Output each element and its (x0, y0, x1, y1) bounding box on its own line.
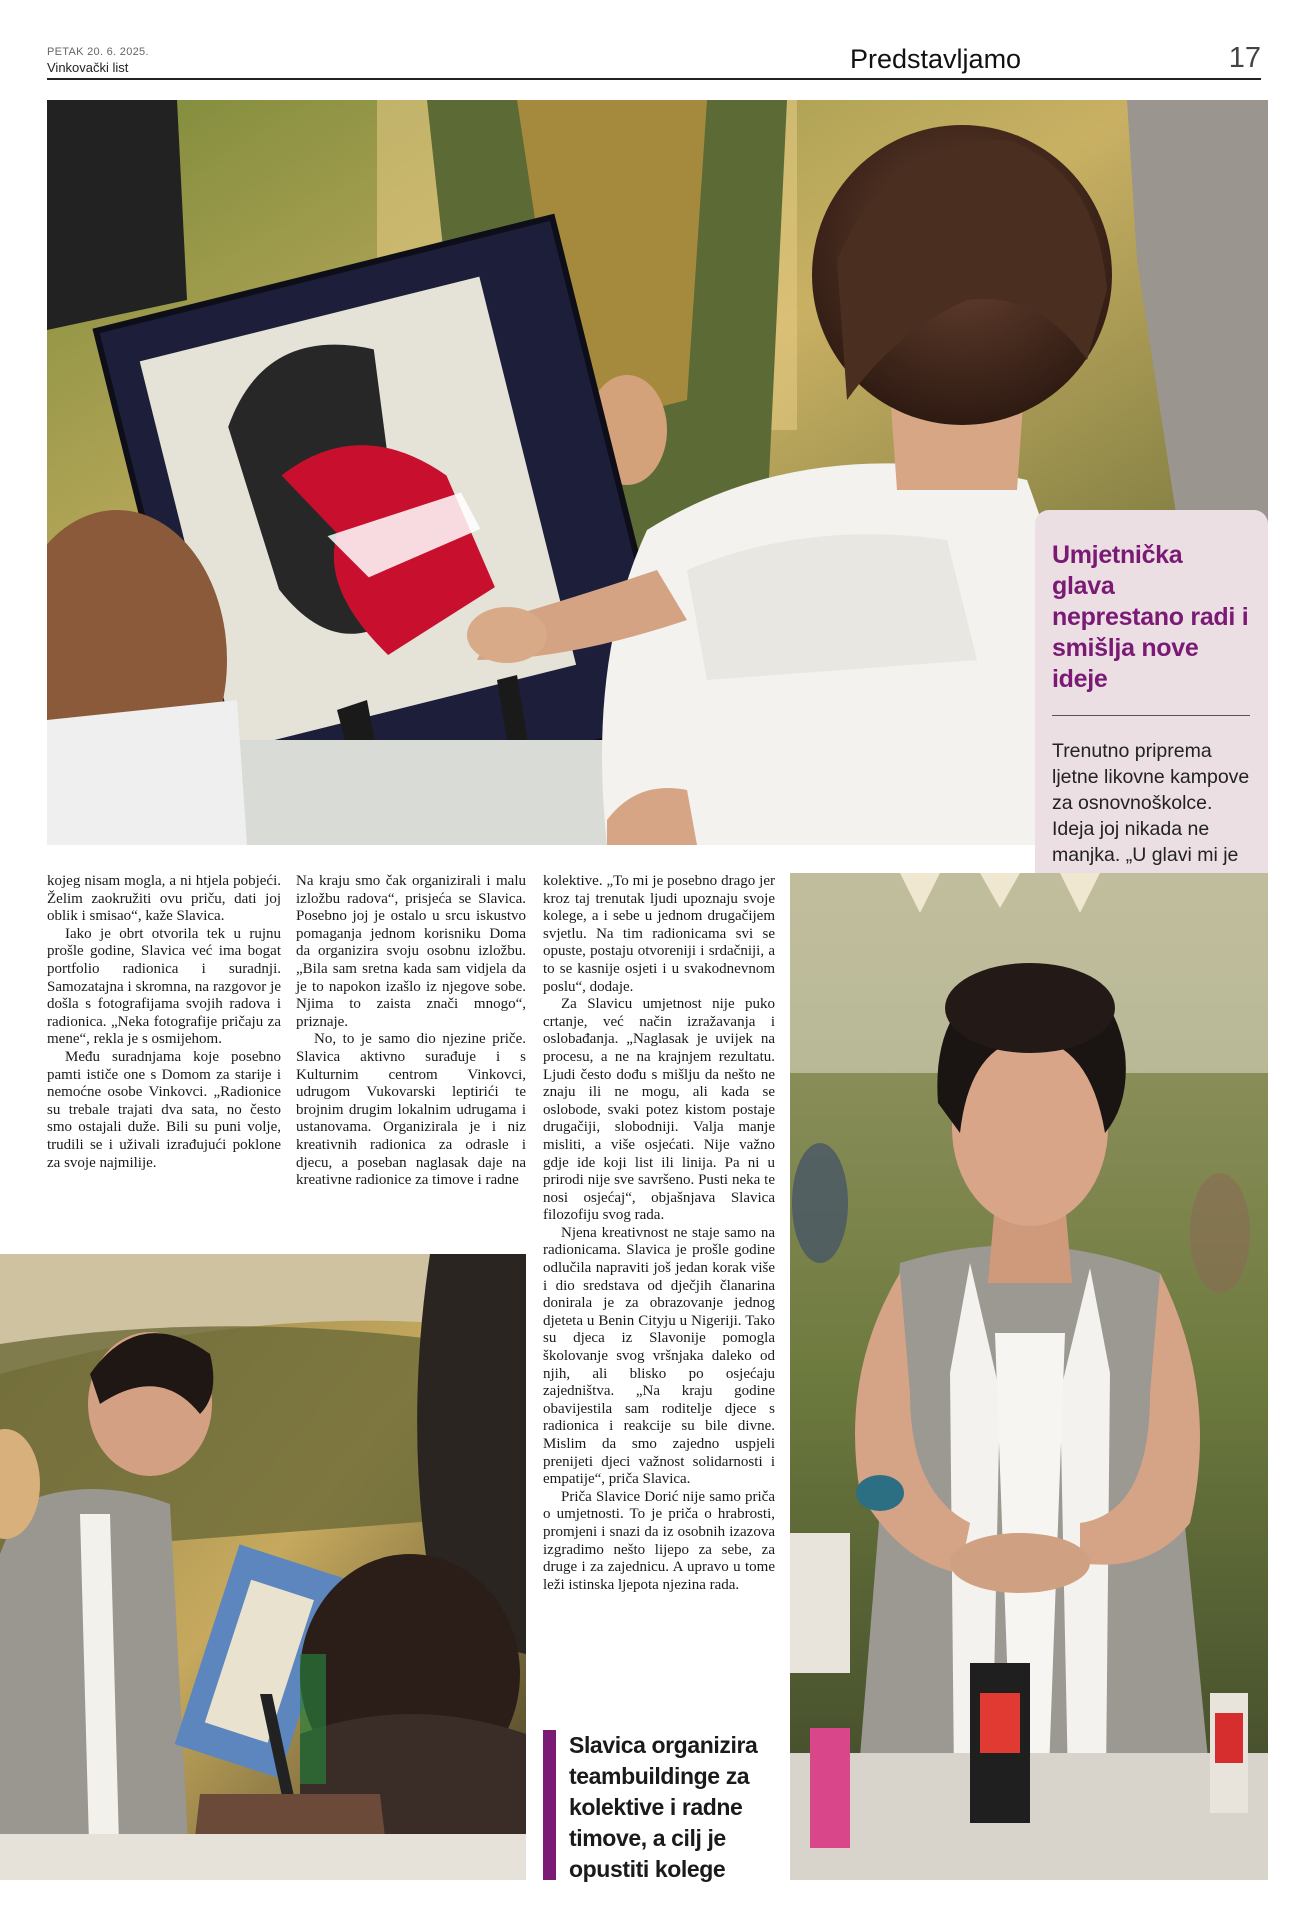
article-column-2 (296, 873, 526, 1190)
paragraph: Za Slavicu umjetnost nije puko crtanje, već način izražavanja i oslobađanja. „Naglasak je uvijek na procesu, a ne na krajnjem rezultatu. Ljudi često dođu s mišlju da nešto ne znaju ili ne mogu, ali kada se oslobode, svaki potez kistom postaje drugačiji, slobodniji. Valja manje misliti, a više osjećati. Nije važno gdje ide koji list ili linija. Pa ni u prirodi nije sve savršeno. Pusti neka te nosi osjećaj“, objašnjava Slavica filozofiju svog rada. (543, 996, 775, 1224)
photo-workshop-group (0, 1254, 526, 1880)
paragraph: Na kraju smo čak organizirali i malu izložbu radova“, prisjeća se Slavica. Posebno joj je ostalo u srcu iskustvo pomaganja jednom korisniku Doma da organizira svoju osobnu izložbu. „Bila sam sretna kada sam vidjela da je to napokon izašlo iz njegove sobe. Njima to zaista znači mnogo“, priznaje. (296, 873, 526, 1030)
sidebar-body: Trenutno priprema ljetne likovne kampove za osnovnoškolce. Ideja joj nikada ne manjka. „U glavi mi je (1052, 740, 1250, 866)
pull-quote-bar (543, 1730, 556, 1880)
paragraph: kolektive. „To mi je posebno drago jer kroz taj trenutak ljudi upoznaju svoje kolege, a i sebe u jednom drugačijem svjetlu. Na tim radionicama svi se opuste, postaju otvoreniji i srdačniji, a to se kasnije osjeti i u svakodnevnom poslu“, dodaje. (543, 873, 775, 995)
paragraph: Među suradnjama koje posebno pamti ističe one s Domom za starije i nemoćne osobe Vinkovci. „Radionice su trebale trajati dva sata, no često smo ostajali duže. Bili su puni volje, trudili se i uživali izrađujući poklone za svoje najmilije. (47, 1048, 281, 1171)
pull-quote (543, 1730, 783, 1880)
page-number: 17 (1228, 42, 1261, 74)
sidebar-title: Umjetnička glava neprestano radi i smišlja nove ideje (1052, 541, 1249, 693)
paragraph: Priča Slavice Dorić nije samo priča o umjetnosti. To je priča o hrabrosti, promjeni i snazi da iz osobnih izazova izgradimo nešto lijepo za sebe, za druge i za zajednicu. A upravo u tome leži istinska ljepota njezina rada. (543, 1488, 775, 1593)
section-title: Predstavljamo (850, 44, 1022, 74)
sidebar-divider (1052, 715, 1250, 716)
paragraph: kojeg nisam mogla, a ni htjela pobjeći. Želim zaokružiti ovu priču, dati joj oblik i smisao“, kaže Slavica. (47, 873, 281, 925)
paragraph: No, to je samo dio njezine priče. Slavica aktivno surađuje i s Kulturnim centrom Vinkovci, udrugom Vukovarski leptirići te brojnim drugim lokalnim udrugama i ustanovama. Organizirala je i niz kreativnih radionica za odrasle i djecu, a poseban naglasak daje na kreativne radionice za timove i radne (296, 1031, 526, 1189)
header-rule (47, 78, 1261, 80)
pull-quote-text: Slavica organizira teambuildinge za kolektive i radne timove, a cilj je opustiti kolege (569, 1732, 758, 1882)
paragraph: Iako je obrt otvorila tek u rujnu prošle godine, Slavica već ima bogat portfolio radionica i suradnji. Samozatajna i skromna, na razgovor je došla s fotografijama svojih radova i radionica. „Neka fotografije pričaju za mene“, rekla je s osmijehom. (47, 925, 281, 1048)
issue-date: PETAK 20. 6. 2025. (47, 46, 149, 58)
photo-slavica-portrait (790, 873, 1268, 1880)
publication-name: Vinkovački list (47, 60, 129, 75)
paragraph: Njena kreativnost ne staje samo na radionicama. Slavica je prošle godine odlučila napraviti još jedan korak više i dio sredstava od dječjih članarina donirala je za obrazovanje jednog djeteta u Benin Cityju u Nigeriji. Tako su djeca iz Slavonije pomogla školovanje svog vršnjaka daleko od njih, ali blisko po osjećaju zajedništva. „Na kraju godine obavijestila sam roditelje djece s radionica i reakcije su bile divne. Mislim da smo zajedno uspjeli prenijeti djeci važnost solidarnosti i empatije“, priča Slavica. (543, 1224, 775, 1488)
article-column-1 (47, 873, 281, 1172)
article-column-3 (543, 873, 775, 1594)
